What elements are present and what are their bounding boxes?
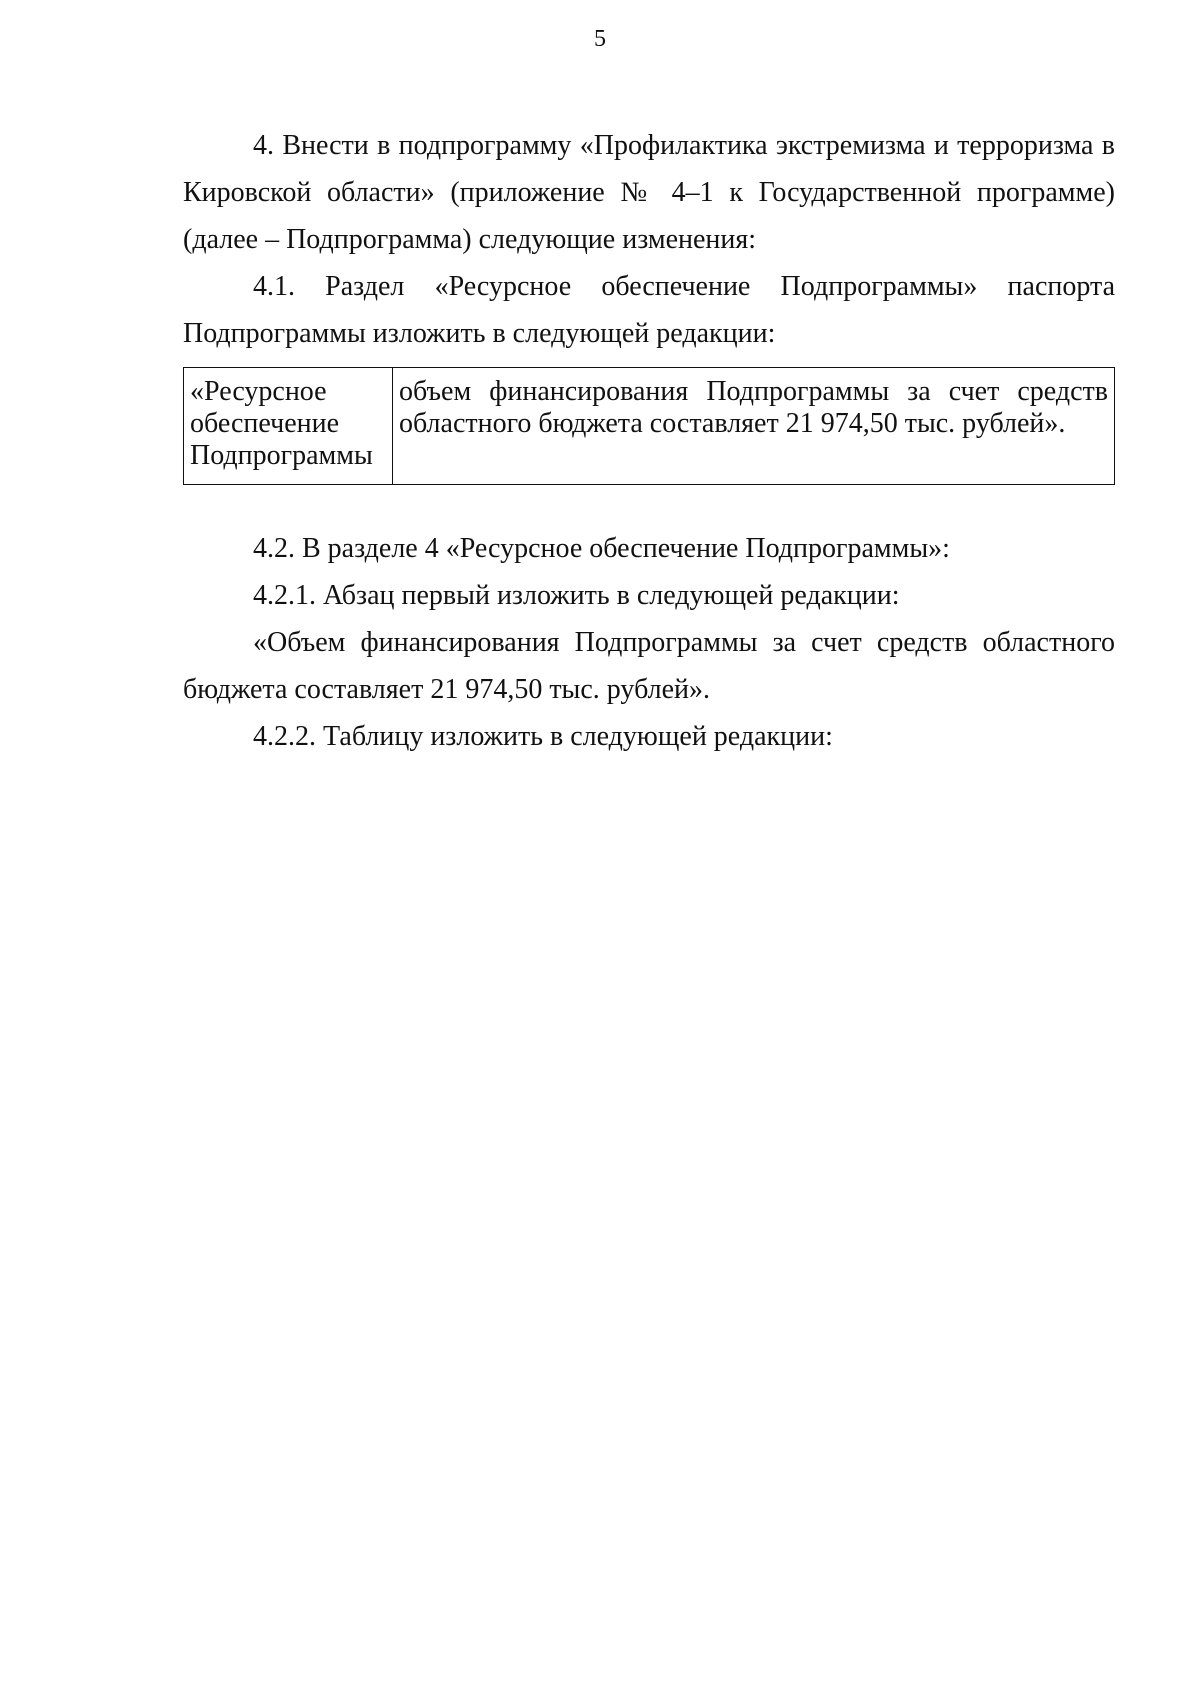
paragraph-4: 4. Внести в подпрограмму «Профилактика экстремизма и терроризма в Кировской области» (приложение № 4–1 к Государственной программе) (далее – Подпрограмма) следующие изменения: xyxy=(183,130,1115,255)
paragraph-4-2: 4.2. В разделе 4 «Ресурсное обеспечение Подпрограммы»: xyxy=(253,533,950,564)
cell-heading-line-2: обеспечение xyxy=(190,408,340,439)
resource-table-wrapper xyxy=(183,367,1115,485)
table-row xyxy=(184,368,1115,485)
document-body xyxy=(183,122,1115,760)
cell-heading-line-1: «Ресурсное xyxy=(190,376,327,407)
paragraph-4-2-1: 4.2.1. Абзац первый изложить в следующей редакции: xyxy=(253,580,900,611)
cell-heading-line-3: Подпрограммы xyxy=(190,440,373,471)
paragraph-4-2-2: 4.2.2. Таблицу изложить в следующей редакции: xyxy=(253,721,833,752)
resource-table xyxy=(183,367,1115,485)
table-cell-value: объем финансирования Подпрограммы за счет средств областного бюджета составляет 21 974,50 тыс. рублей». xyxy=(393,368,1115,485)
table-cell-heading xyxy=(184,368,393,485)
page-number: 5 xyxy=(594,26,606,52)
paragraph-4-2-1-quote: «Объем финансирования Подпрограммы за счет средств областного бюджета составляет 21 974,50 тыс. рублей». xyxy=(183,627,1115,705)
paragraph-4-1: 4.1. Раздел «Ресурсное обеспечение Подпрограммы» паспорта Подпрограммы изложить в следующей редакции: xyxy=(183,271,1115,349)
